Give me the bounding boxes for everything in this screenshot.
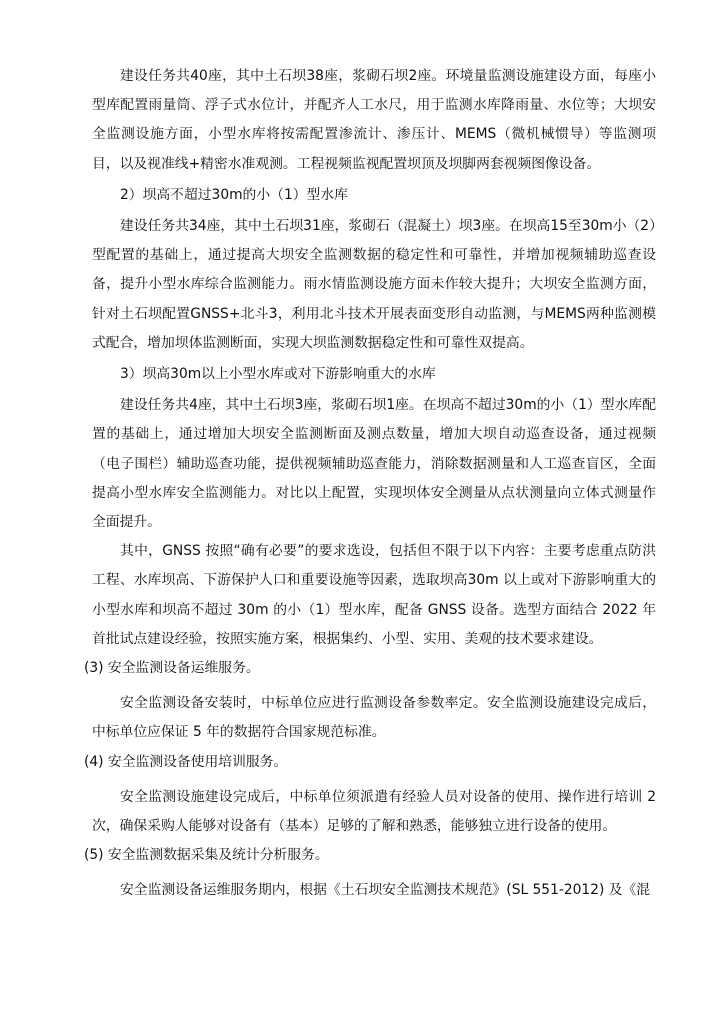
heading-small-1-under-30m: 2）坝高不超过30m的小（1）型水库 bbox=[120, 186, 348, 203]
section-heading-3: (3) 安全监测设备运维服务。 bbox=[84, 660, 260, 677]
heading-over-30m: 3）坝高30m以上小型水库或对下游影响重大的水库 bbox=[120, 366, 436, 383]
paragraph-data-collection: 安全监测设备运维服务期内，根据《土石坝安全监测技术规范》(SL 551-2012) 及《混 bbox=[120, 882, 651, 899]
paragraph-task-40: 建设任务共40座，其中土石坝38座，浆砌石坝2座。环境量监测设施建设方面，每座小型库配置雨量筒、浮子式水位计，并配齐人工水尺，用于监测水库降雨量、水位等；大坝安全监测设施方面，小型水库将按需配置渗流计、渗压计、MEMS（微机械惯导）等监测项目，以及视准线+精密水准观测。工程视频监视配置坝顶及坝脚两套视频图像设备。 bbox=[92, 68, 656, 172]
section-heading-5: (5) 安全监测数据采集及统计分析服务。 bbox=[84, 847, 329, 864]
section-heading-4: (4) 安全监测设备使用培训服务。 bbox=[84, 753, 288, 770]
paragraph-gnss: 其中，GNSS 按照“确有必要”的要求选设，包括但不限于以下内容：主要考虑重点防洪工程、水库坝高、下游保护人口和重要设施等因素，选取坝高30m 以上或对下游影响重大的小型水库和坝高不超过 30m 的小（1）型水库，配备 GNSS 设备。选型方面结合 2022 年首批试点建设经验，按照实施方案，根据集约、小型、实用、美观的技术要求建设。 bbox=[92, 543, 656, 647]
paragraph-maintenance: 安全监测设备安装时，中标单位应进行监测设备参数率定。安全监测设施建设完成后，中标单位应保证 5 年的数据符合国家规范标准。 bbox=[92, 695, 656, 741]
paragraph-task-4: 建设任务共4座，其中土石坝3座，浆砌石坝1座。在坝高不超过30m的小（1）型水库配置的基础上，通过增加大坝安全监测断面及测点数量，增加大坝自动巡查设备，通过视频（电子围栏）辅助巡查功能，提供视频辅助巡查能力，消除数据测量和人工巡查盲区，全面提高小型水库安全监测能力。对比以上配置，实现坝体安全测量从点状测量向立体式测量作全面提升。 bbox=[92, 397, 656, 531]
paragraph-task-34: 建设任务共34座，其中土石坝31座，浆砌石（混凝土）坝3座。在坝高15至30m小（2）型配置的基础上，通过提高大坝安全监测数据的稳定性和可靠性，并增加视频辅助巡查设备，提升小型水库综合监测能力。雨水情监测设施方面未作较大提升；大坝安全监测方面，针对土石坝配置GNSS+北斗3，利用北斗技术开展表面变形自动监测，与MEMS两种监测模式配合，增加坝体监测断面，实现大坝监测数据稳定性和可靠性双提高。 bbox=[92, 218, 656, 351]
paragraph-training: 安全监测设施建设完成后，中标单位须派遣有经验人员对设备的使用、操作进行培训 2次，确保采购人能够对设备有（基本）足够的了解和熟悉，能够独立进行设备的使用。 bbox=[92, 788, 656, 835]
